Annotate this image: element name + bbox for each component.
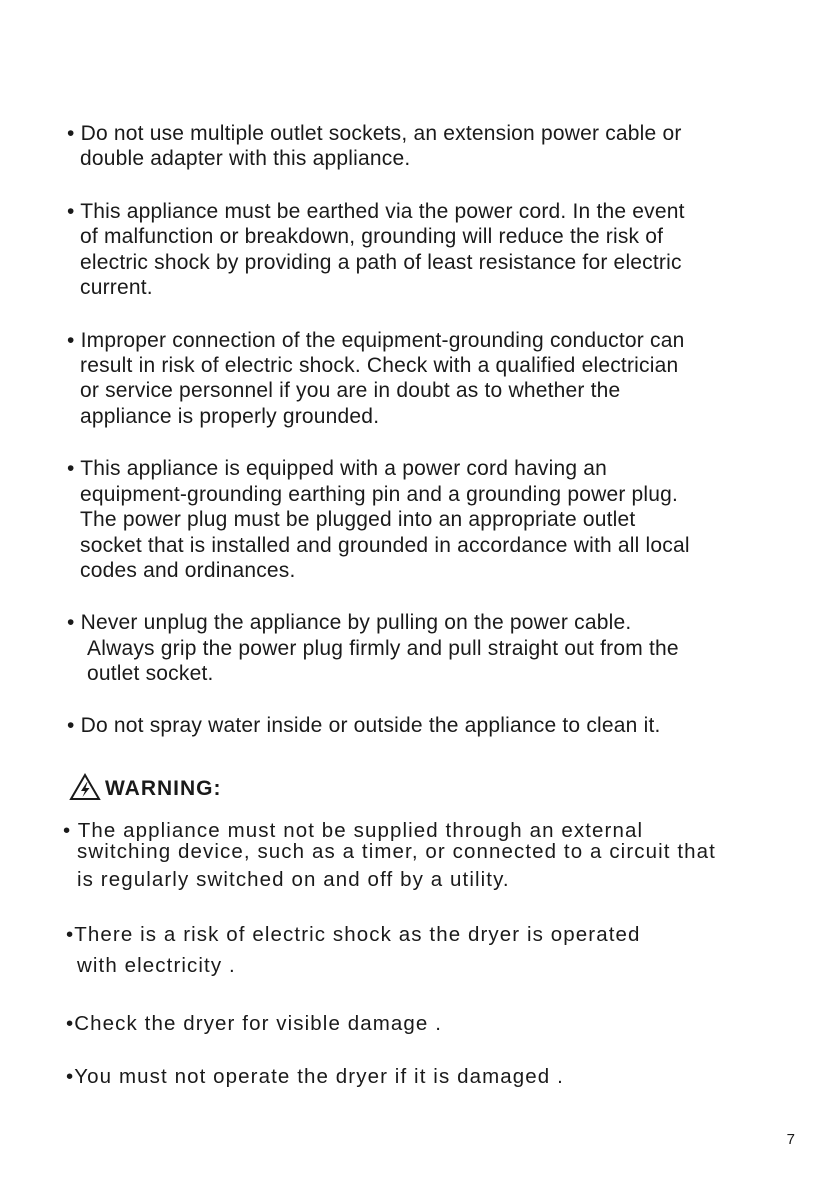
warning-item-4-line-1: •You must not operate the dryer if it is damaged .	[66, 1065, 564, 1088]
bullet-3-line-3: or service personnel if you are in doubt as to whether the	[80, 379, 621, 402]
warning-item-1-line-3: is regularly switched on and off by a utility.	[77, 868, 510, 891]
bullet-5-line-2: Always grip the power plug firmly and pull straight out from the	[87, 637, 679, 660]
bullet-4-line-1: • This appliance is equipped with a power cord having an	[67, 457, 607, 480]
bullet-2-line-2: of malfunction or breakdown, grounding will reduce the risk of	[80, 225, 664, 248]
electric-hazard-triangle-icon	[69, 773, 101, 806]
warning-item-1-line-1: • The appliance must not be supplied through an external	[63, 819, 644, 842]
bullet-4-line-3: The power plug must be plugged into an appropriate outlet	[80, 508, 636, 531]
bullet-3-line-1: • Improper connection of the equipment-grounding conductor can	[67, 329, 685, 352]
warning-item-1-line-2: switching device, such as a timer, or connected to a circuit that	[77, 840, 716, 863]
warning-title: WARNING:	[105, 777, 222, 800]
page-number: 7	[786, 1131, 795, 1148]
bullet-3-line-2: result in risk of electric shock. Check with a qualified electrician	[80, 354, 679, 377]
bullet-2-line-1: • This appliance must be earthed via the power cord. In the event	[67, 200, 685, 223]
bullet-2-line-4: current.	[80, 276, 153, 299]
bullet-6-line-1: • Do not spray water inside or outside the appliance to clean it.	[67, 714, 661, 737]
bullet-4-line-5: codes and ordinances.	[80, 559, 296, 582]
bullet-5-line-3: outlet socket.	[87, 662, 214, 685]
warning-item-3-line-1: •Check the dryer for visible damage .	[66, 1012, 443, 1035]
warning-heading	[69, 774, 222, 804]
bullet-1-line-1: • Do not use multiple outlet sockets, an extension power cable or	[67, 122, 682, 145]
bullet-1-line-2: double adapter with this appliance.	[80, 147, 411, 170]
bullet-4-line-2: equipment-grounding earthing pin and a grounding power plug.	[80, 483, 679, 506]
bullet-2-line-3: electric shock by providing a path of least resistance for electric	[80, 251, 682, 274]
warning-item-2-line-2: with electricity .	[77, 954, 236, 977]
bullet-3-line-4: appliance is properly grounded.	[80, 405, 380, 428]
bullet-4-line-4: socket that is installed and grounded in accordance with all local	[80, 534, 690, 557]
warning-item-2-line-1: •There is a risk of electric shock as the dryer is operated	[66, 923, 641, 946]
bullet-5-line-1: • Never unplug the appliance by pulling on the power cable.	[67, 611, 632, 634]
